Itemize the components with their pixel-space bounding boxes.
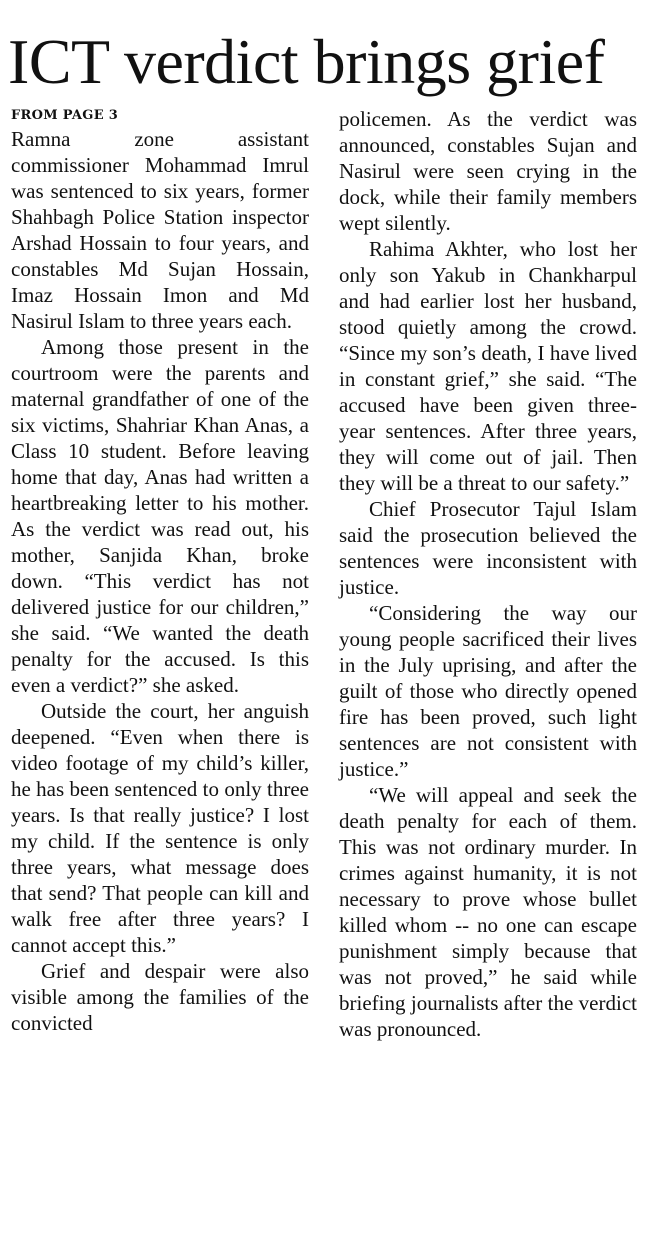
paragraph: Outside the court, her anguish deepened. “Even when there is video footage of my child’s killer, he has been sentenced to only three years. Is that really justice? I lost my child. If the sentence is only three years, what message does that send? That people can kill and walk free after three years? I cannot accept this.” [11,699,309,957]
paragraph: policemen. As the verdict was announced, constables Sujan and Nasirul were seen crying in the dock, while their family members wept silently. [339,107,637,235]
jump-label: FROM PAGE 3 [11,108,119,123]
paragraph: Rahima Akhter, who lost her only son Yakub in Chankharpul and had earlier lost her husband, stood quietly among the crowd. “Since my son’s death, I have lived in constant grief,” she said. “The accused have been given three-year sentences. After three years, they will come out of jail. Then they will be a threat to our safety.” [339,237,637,495]
article-column-left [11,106,309,1036]
paragraph: “We will appeal and seek the death penalty for each of them. This was not ordinary murder. In crimes against humanity, it is not necessary to prove whose bullet killed whom -- no one can escape punishment simply because that was not proved,” he said while briefing journalists after the verdict was pronounced. [339,783,637,1041]
paragraph: Among those present in the courtroom were the parents and maternal grandfather of one of the six victims, Shahriar Khan Anas, a Class 10 student. Before leaving home that day, Anas had written a heartbreaking letter to his mother. As the verdict was read out, his mother, Sanjida Khan, broke down. “This verdict has not delivered justice for our children,” she said. “We wanted the death penalty for the accused. Is this even a verdict?” she asked. [11,335,309,697]
paragraph: “Considering the way our young people sacrificed their lives in the July uprising, and after the guilt of those who directly opened fire has been proved, such light sentences are not consistent with justice.” [339,601,637,781]
paragraph: Chief Prosecutor Tajul Islam said the prosecution believed the sentences were inconsistent with justice. [339,497,637,599]
article-column-right [339,106,637,1042]
paragraph: Ramna zone assistant commissioner Mohammad Imrul was sentenced to six years, former Shahbagh Police Station inspector Arshad Hossain to four years, and constables Md Sujan Hossain, Imaz Hossain Imon and Md Nasirul Islam to three years each. [11,127,309,333]
headline: ICT verdict brings grief [8,26,605,97]
paragraph: Grief and despair were also visible among the families of the convicted [11,959,309,1035]
